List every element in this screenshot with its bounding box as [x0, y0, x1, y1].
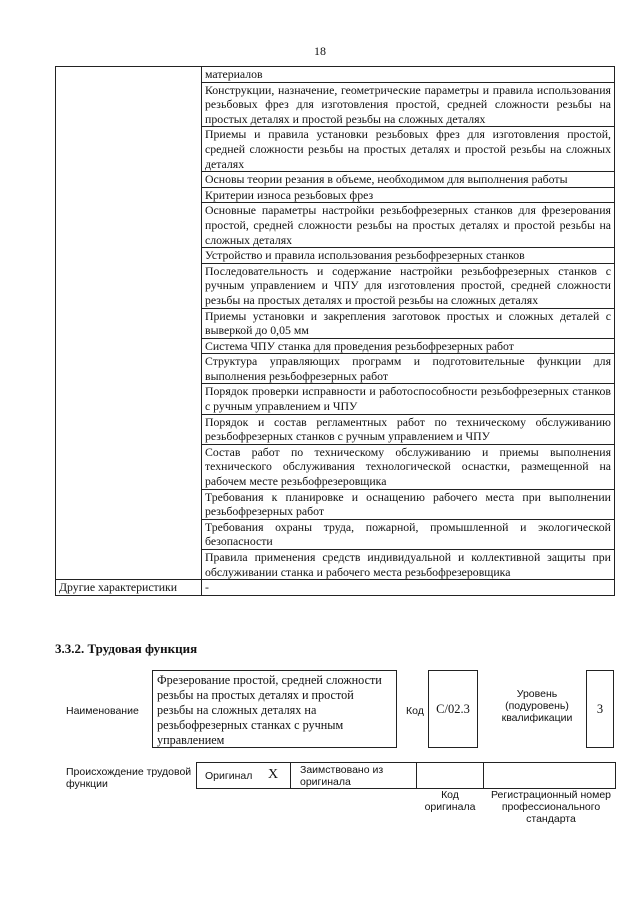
code-label: Код: [406, 705, 424, 717]
knowledge-item: Система ЧПУ станка для проведения резьбофрезерных работ: [202, 338, 615, 354]
level-label: Уровень (подуровень) квалификации: [501, 688, 573, 724]
original-mark: X: [268, 767, 279, 782]
level-value: 3: [586, 670, 614, 748]
knowledge-item: Порядок проверки исправности и работоспособности резьбофрезерных станков с ручным управлением и ЧПУ: [202, 384, 615, 414]
knowledge-item: Приемы и правила установки резьбовых фрез для изготовления простой, средней сложности резьбы на простых деталях и простой резьбы на сложных деталях: [202, 127, 615, 172]
origin-table: [196, 762, 616, 789]
knowledge-item: Состав работ по техническому обслуживанию и приемы выполнения технического обслуживания технологической оснастки, размещенной на рабочем месте резьбофрезеровщика: [202, 444, 615, 489]
knowledge-item: Конструкции, назначение, геометрические параметры и правила использования резьбовых фрез для изготовления простой, средней сложности резьбы на простых деталях и простой резьбы на сложных деталях: [202, 82, 615, 127]
name-label: Наименование: [66, 705, 139, 717]
knowledge-item: Требования к планировке и оснащению рабочего места при выполнении резьбофрезерных работ: [202, 489, 615, 519]
reg-caption: Регистрационный номер профессионального стандарта: [491, 789, 611, 825]
knowledge-item: Правила применения средств индивидуальной и коллективной защиты при обслуживании станка и рабочего места резьбофрезеровщика: [202, 550, 615, 580]
knowledge-item: Критерии износа резьбовых фрез: [202, 187, 615, 203]
knowledge-table: [55, 66, 615, 596]
table-row: [56, 67, 615, 83]
page-number: 18: [314, 44, 326, 58]
borrowed-label: Заимствовано из оригинала: [300, 764, 384, 788]
knowledge-item: Структура управляющих программ и подготовительные функции для выполнения резьбофрезерных работ: [202, 354, 615, 384]
empty-label-cell: [56, 67, 202, 580]
code-caption: Код оригинала: [424, 789, 476, 813]
knowledge-item: Порядок и состав регламентных работ по техническому обслуживанию резьбофрезерных станков с ручным управлением и ЧПУ: [202, 414, 615, 444]
function-name: Фрезерование простой, средней сложности резьбы на простых деталях и простой резьбы на сложных деталях на резьбофрезерных станках с ручным управлением: [152, 670, 397, 748]
origin-label: Происхождение трудовой функции: [66, 766, 192, 790]
function-code: С/02.3: [428, 670, 478, 748]
knowledge-item: Устройство и правила использования резьбофрезерных станков: [202, 248, 615, 264]
knowledge-item: Требования охраны труда, пожарной, промышленной и экологической безопасности: [202, 519, 615, 549]
knowledge-item: материалов: [202, 67, 615, 83]
other-value: -: [202, 580, 615, 596]
knowledge-item: Приемы установки и закрепления заготовок простых и сложных деталей с выверкой до 0,05 мм: [202, 308, 615, 338]
knowledge-item: Основные параметры настройки резьбофрезерных станков для фрезерования простой, средней сложности резьбы на простых деталях и простой резьбы на сложных деталях: [202, 203, 615, 248]
knowledge-item: Последовательность и содержание настройки резьбофрезерных станков с ручным управлением и ЧПУ для изготовления простой, средней сложности резьбы на простых деталях и простой резьбы на сложных деталях: [202, 263, 615, 308]
section-heading: 3.3.2. Трудовая функция: [55, 641, 198, 656]
knowledge-item: Основы теории резания в объеме, необходимом для выполнения работы: [202, 172, 615, 188]
original-label: Оригинал: [205, 770, 253, 782]
other-label: Другие характеристики: [56, 580, 202, 596]
other-row: [56, 580, 615, 596]
